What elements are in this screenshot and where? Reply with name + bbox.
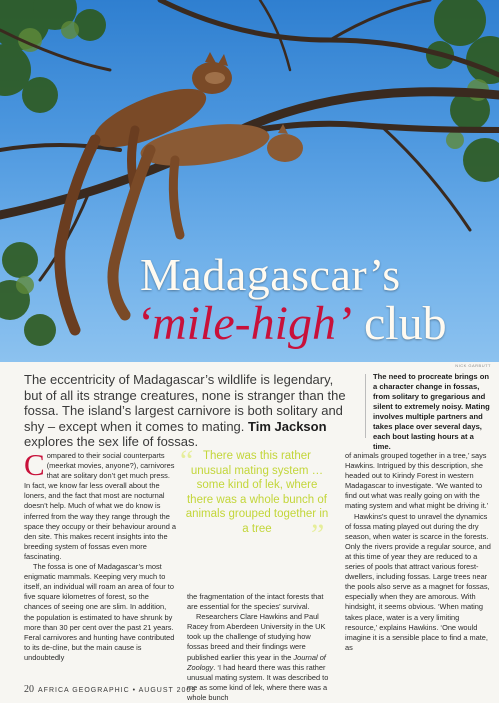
publication-line: AFRICA GEOGRAPHIC • AUGUST 2009 <box>38 687 197 694</box>
paragraph-text: ompared to their social counterparts (meerkat movies, anyone?), carnivores that are solitary don’t get much press. In fact, we know far less overall about the loners, and the fact that most are nocturnal doesn’t help. Much of what we do know is inferred from the way they range through the space they occupy or their behaviour around a den site. This makes recent insights into the breeding system of fossas even more fascinating. <box>24 451 177 561</box>
close-quote-icon: ” <box>311 518 325 551</box>
paragraph-text: . ‘I had heard there was this rather unusual mating system. It was described to me as some kind of lek, where there was a whole bunch <box>187 662 329 702</box>
paragraph-text: Researchers Clare Hawkins and Paul Racey from Aberdeen University in the UK took up the challenge of studying how fossas breed and their findings were published earlier this year in the <box>187 612 326 662</box>
article-title-line1: Madagascar’s <box>140 249 401 300</box>
photo-credit: NICK GARBUTT <box>455 363 491 368</box>
article-title-line2 <box>136 297 447 350</box>
title-rest: club <box>351 297 447 350</box>
standfirst <box>24 372 354 450</box>
standfirst-text: The eccentricity of Madagascar’s wildlife is legendary, but of all its strange creatures, none is stranger than the fossa. The island’s largest carnivore is both solitary and shy – except when it comes to mating. <box>24 372 346 434</box>
paragraph: of animals grouped together in a tree,’ says Hawkins. Intrigued by this description, she headed out to Kirindy Forest in western Madagascar to investigate. ‘We wanted to find out what was really going on with the mating system and what might be driving it.’ <box>345 451 489 511</box>
paragraph: Hawkins’s quest to unravel the dynamics of fossa mating played out during the dry season, when water is scarce in the forests. Only the rivers provide a regular source, and at this time of year they are reduced to a series of pools that attract various forest-dwellers, including fossas. Large trees near the pools also serve as a magnet for fossas, especially when they are amorous. With hindsight, it seems obvious. ‘When mating takes place, water is a very limiting resource,’ explains Hawkins. ‘One would imagine it is a sensible place to find a mate, as <box>345 511 491 652</box>
column-divider <box>365 374 366 438</box>
body-column-3 <box>345 451 491 653</box>
paragraph <box>24 447 178 562</box>
page-footer <box>24 684 196 695</box>
title-accent: ‘mile-high’ <box>136 297 352 350</box>
journal-name: Journal of Zoology <box>187 652 326 672</box>
standfirst-end: explores the sex life of fossas. <box>24 434 199 449</box>
drop-cap: C <box>24 447 45 482</box>
paragraph <box>187 612 332 703</box>
pull-quote: There was this rather unusual mating system … some kind of lek, where there was a whole bunch of animals grouped together in a tree <box>185 450 329 535</box>
summary-callout: The need to procreate brings on a character change in fossas, from solitary to gregarious and silent to extremely noisy. Mating involves multiple partners and takes place over several days, each bout lasting hours at a time. <box>373 372 490 451</box>
paragraph: the fragmentation of the intact forests that are essential for the species’ survival. <box>187 592 324 612</box>
paragraph: The fossa is one of Madagascar’s most enigmatic mammals. Keeping very much to itself, an individual will roam an area of four to five square kilometres of forest, so the chances of seeing one are slim. In addition, the population is estimated to have shrunk by more than 30 per cent over the past 21 years. Feral carnivores and hunting have contributed to its de-cline, but the main cause is undoubtedly <box>24 562 175 662</box>
author-name: Tim Jackson <box>248 418 327 434</box>
open-quote-icon: “ <box>180 444 194 477</box>
body-column-1 <box>24 447 178 663</box>
body-column-2 <box>187 592 332 703</box>
page-number: 20 <box>24 684 34 695</box>
